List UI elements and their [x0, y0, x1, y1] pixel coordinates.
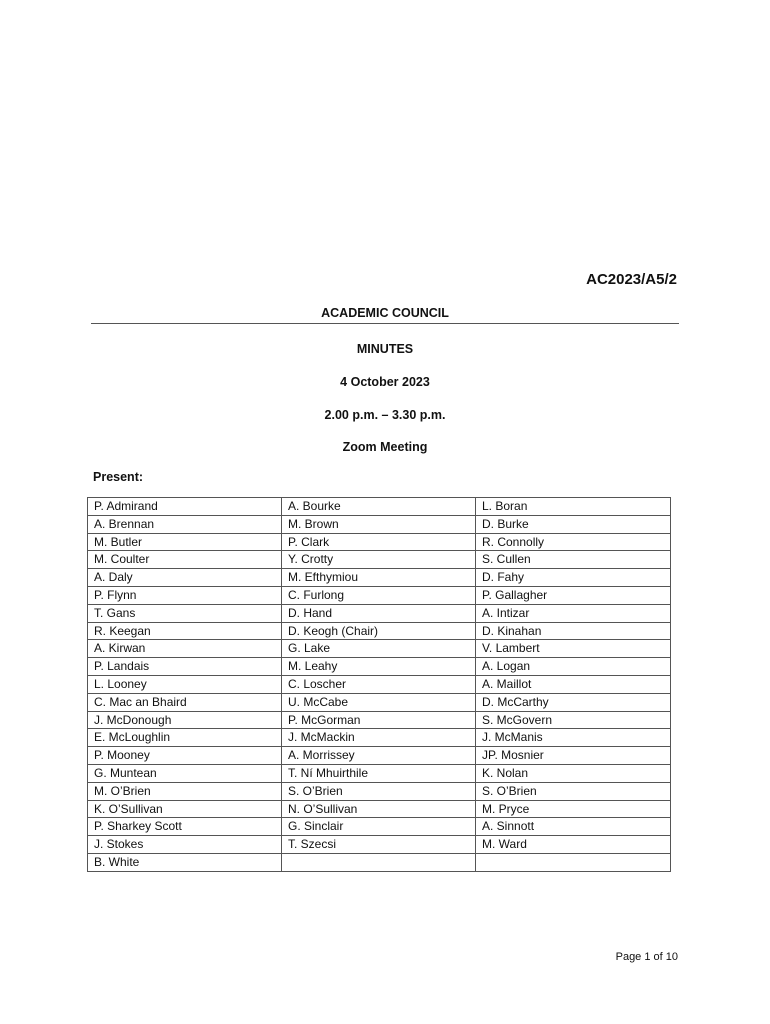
attendee-name: K. O’Sullivan: [88, 800, 282, 818]
attendee-name: V. Lambert: [476, 640, 671, 658]
attendee-name: Y. Crotty: [282, 551, 476, 569]
table-row: [88, 533, 671, 551]
attendee-name: D. McCarthy: [476, 693, 671, 711]
attendee-name: G. Muntean: [88, 764, 282, 782]
attendee-name: S. McGovern: [476, 711, 671, 729]
attendee-name: J. McManis: [476, 729, 671, 747]
attendee-name: T. Szecsi: [282, 836, 476, 854]
table-row: [88, 711, 671, 729]
table-row: [88, 729, 671, 747]
attendee-name: P. Clark: [282, 533, 476, 551]
attendee-name: [282, 853, 476, 871]
meeting-date: 4 October 2023: [340, 375, 430, 389]
attendee-name: D. Keogh (Chair): [282, 622, 476, 640]
present-heading: Present:: [93, 470, 144, 484]
attendee-name: E. McLoughlin: [88, 729, 282, 747]
attendee-name: A. Intizar: [476, 604, 671, 622]
table-row: [88, 800, 671, 818]
attendee-name: M. Ward: [476, 836, 671, 854]
attendee-name: J. McMackin: [282, 729, 476, 747]
attendee-name: A. Daly: [88, 569, 282, 587]
document-subtitle: MINUTES: [356, 342, 414, 356]
attendee-name: S. Cullen: [476, 551, 671, 569]
table-row: [88, 764, 671, 782]
attendee-name: J. McDonough: [88, 711, 282, 729]
attendee-name: N. O’Sullivan: [282, 800, 476, 818]
table-row: [88, 622, 671, 640]
attendee-name: G. Lake: [282, 640, 476, 658]
table-row: [88, 747, 671, 765]
attendee-name: R. Keegan: [88, 622, 282, 640]
table-row: [88, 782, 671, 800]
attendee-name: A. Logan: [476, 658, 671, 676]
attendee-name: P. Admirand: [88, 498, 282, 516]
table-row: [88, 818, 671, 836]
attendee-name: T. Gans: [88, 604, 282, 622]
attendee-name: T. Ní Mhuirthile: [282, 764, 476, 782]
attendee-name: M. O’Brien: [88, 782, 282, 800]
attendee-name: B. White: [88, 853, 282, 871]
attendee-name: M. Pryce: [476, 800, 671, 818]
attendee-name: A. Brennan: [88, 515, 282, 533]
attendee-name: P. Mooney: [88, 747, 282, 765]
table-row: [88, 640, 671, 658]
attendee-name: C. Mac an Bhaird: [88, 693, 282, 711]
table-row: [88, 515, 671, 533]
attendee-name: M. Brown: [282, 515, 476, 533]
attendee-name: P. Gallagher: [476, 586, 671, 604]
attendee-name: M. Efthymiou: [282, 569, 476, 587]
attendee-name: S. O’Brien: [476, 782, 671, 800]
attendee-name: P. Flynn: [88, 586, 282, 604]
attendee-name: A. Sinnott: [476, 818, 671, 836]
attendee-name: JP. Mosnier: [476, 747, 671, 765]
table-row: [88, 658, 671, 676]
page-number: Page 1 of 10: [615, 951, 678, 963]
table-row: [88, 836, 671, 854]
attendee-name: C. Furlong: [282, 586, 476, 604]
attendee-name: [476, 853, 671, 871]
attendee-name: A. Bourke: [282, 498, 476, 516]
attendee-name: P. Sharkey Scott: [88, 818, 282, 836]
table-row: [88, 586, 671, 604]
table-row: [88, 498, 671, 516]
attendee-name: M. Butler: [88, 533, 282, 551]
table-row: [88, 693, 671, 711]
attendee-name: P. McGorman: [282, 711, 476, 729]
attendee-name: A. Kirwan: [88, 640, 282, 658]
attendee-name: K. Nolan: [476, 764, 671, 782]
attendee-name: M. Leahy: [282, 658, 476, 676]
attendee-name: A. Morrissey: [282, 747, 476, 765]
attendee-name: M. Coulter: [88, 551, 282, 569]
attendee-name: L. Boran: [476, 498, 671, 516]
attendees-table: [87, 497, 671, 872]
attendee-name: A. Maillot: [476, 675, 671, 693]
attendee-name: P. Landais: [88, 658, 282, 676]
document-title: ACADEMIC COUNCIL: [321, 306, 449, 320]
attendee-name: R. Connolly: [476, 533, 671, 551]
title-divider: [91, 323, 679, 324]
table-row: [88, 569, 671, 587]
attendee-name: L. Looney: [88, 675, 282, 693]
meeting-time: 2.00 p.m. – 3.30 p.m.: [324, 408, 446, 422]
attendee-name: D. Burke: [476, 515, 671, 533]
attendee-name: U. McCabe: [282, 693, 476, 711]
table-row: [88, 675, 671, 693]
document-reference: AC2023/A5/2: [586, 271, 677, 288]
attendee-name: J. Stokes: [88, 836, 282, 854]
table-row: [88, 551, 671, 569]
attendee-name: S. O’Brien: [282, 782, 476, 800]
attendee-name: G. Sinclair: [282, 818, 476, 836]
attendee-name: D. Fahy: [476, 569, 671, 587]
table-row: [88, 853, 671, 871]
attendee-name: C. Loscher: [282, 675, 476, 693]
table-row: [88, 604, 671, 622]
meeting-venue: Zoom Meeting: [342, 440, 428, 454]
attendee-name: D. Kinahan: [476, 622, 671, 640]
attendee-name: D. Hand: [282, 604, 476, 622]
